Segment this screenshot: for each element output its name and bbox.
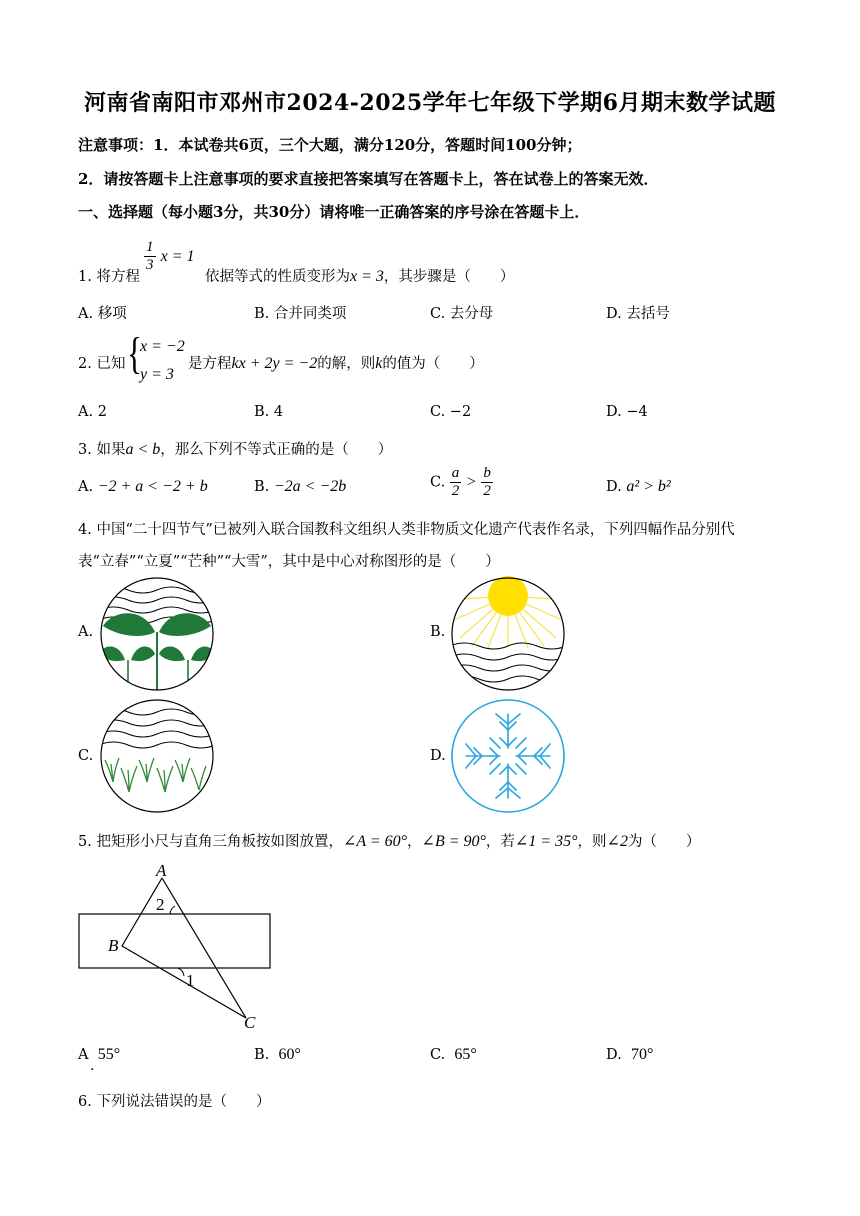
label-angle-2: 2 [156, 895, 165, 914]
q3-option-d[interactable]: D. a² > b² [606, 478, 671, 495]
q5-figure [70, 858, 280, 1038]
q6-stem: 6. 下列说法错误的是（ ） [78, 1094, 271, 1110]
q1-option-c[interactable]: C. 去分母 [430, 306, 494, 322]
grass-icon[interactable] [99, 698, 215, 814]
q3-option-c[interactable]: C. $\frac{a}{2}$ > $\frac{b}{2}$ [430, 465, 491, 499]
q1-option-a[interactable]: A. 移项 [78, 306, 127, 322]
q1-stem: 依据等式的性质变形为x = 3，其步骤是（ ） [205, 268, 515, 285]
sun-icon[interactable] [450, 576, 566, 692]
page-title: 河南省南阳市邓州市2024-2025学年七年级下学期6月期末数学试题 [84, 90, 776, 116]
q5-option-a[interactable]: A 55° [78, 1046, 121, 1063]
q1-fraction: $\frac{1}{3}$ [146, 239, 154, 273]
q4-label-c[interactable]: C. [78, 748, 94, 764]
q5-option-d[interactable]: D. 70° [606, 1046, 654, 1063]
q4-line-1: 4. 中国“二十四节气”已被列入联合国教科文组织人类非物质文化遗产代表作名录，下列四幅作品分别代 [78, 522, 735, 538]
q4-label-a[interactable]: A. [78, 624, 94, 640]
q1-equation-rest: x = 1 [160, 248, 195, 265]
q2-option-d[interactable]: D. −4 [606, 404, 648, 420]
triangle [122, 878, 246, 1018]
q2-system-1: x = −2 [140, 338, 185, 355]
q1-equation [144, 240, 195, 273]
q1-option-b[interactable]: B. 合并同类项 [254, 306, 347, 322]
snowflake-icon[interactable] [450, 698, 566, 814]
q2-system-2: y = 3 [140, 366, 174, 383]
q4-label-d[interactable]: D. [430, 748, 446, 764]
q3-stem: 3. 如果a < b，那么下列不等式正确的是（ ） [78, 441, 393, 458]
q2-stem: 是方程kx + 2y = −2的解，则k的值为（ ） [188, 355, 484, 372]
q5-option-b[interactable]: B. 60° [254, 1046, 301, 1063]
section-heading: 一、选择题（每小题3分，共30分）请将唯一正确答案的序号涂在答题卡上． [78, 203, 590, 221]
q3-option-b[interactable]: B. −2a < −2b [254, 478, 347, 495]
q5-option-c[interactable]: C. 65° [430, 1046, 477, 1063]
sprout-icon[interactable] [99, 576, 215, 692]
note-line-1: 注意事项：1．本试卷共6页，三个大题，满分120分，答题时间100分钟； [78, 136, 582, 154]
q1-option-d[interactable]: D. 去括号 [606, 306, 670, 322]
q2-brace: { [127, 329, 142, 378]
label-b: B [108, 936, 119, 955]
label-a: A [156, 861, 167, 880]
q4-line-2: 表“立春”“立夏”“芒种”“大雪”，其中是中心对称图形的是（ ） [78, 554, 500, 570]
q2-option-a[interactable]: A. 2 [78, 404, 107, 420]
q3-option-a[interactable]: A. −2 + a < −2 + b [78, 478, 208, 495]
q4-label-b[interactable]: B. [430, 624, 446, 640]
q5-dot: . [90, 1058, 95, 1074]
label-angle-1: 1 [186, 971, 195, 990]
q5-stem: 5. 把矩形小尺与直角三角板按如图放置，∠A = 60°，∠B = 90°，若∠1 = 35°，则∠2为（ ） [78, 833, 701, 850]
q2-prefix: 2. 已知 [78, 356, 126, 372]
note-line-2: 2．请按答题卡上注意事项的要求直接把答案填写在答题卡上，答在试卷上的答案无效． [78, 170, 659, 188]
q2-option-c[interactable]: C. −2 [430, 404, 472, 420]
label-c: C [244, 1013, 256, 1032]
q1-prefix: 1. 将方程 [78, 269, 140, 285]
q2-option-b[interactable]: B. 4 [254, 404, 284, 420]
